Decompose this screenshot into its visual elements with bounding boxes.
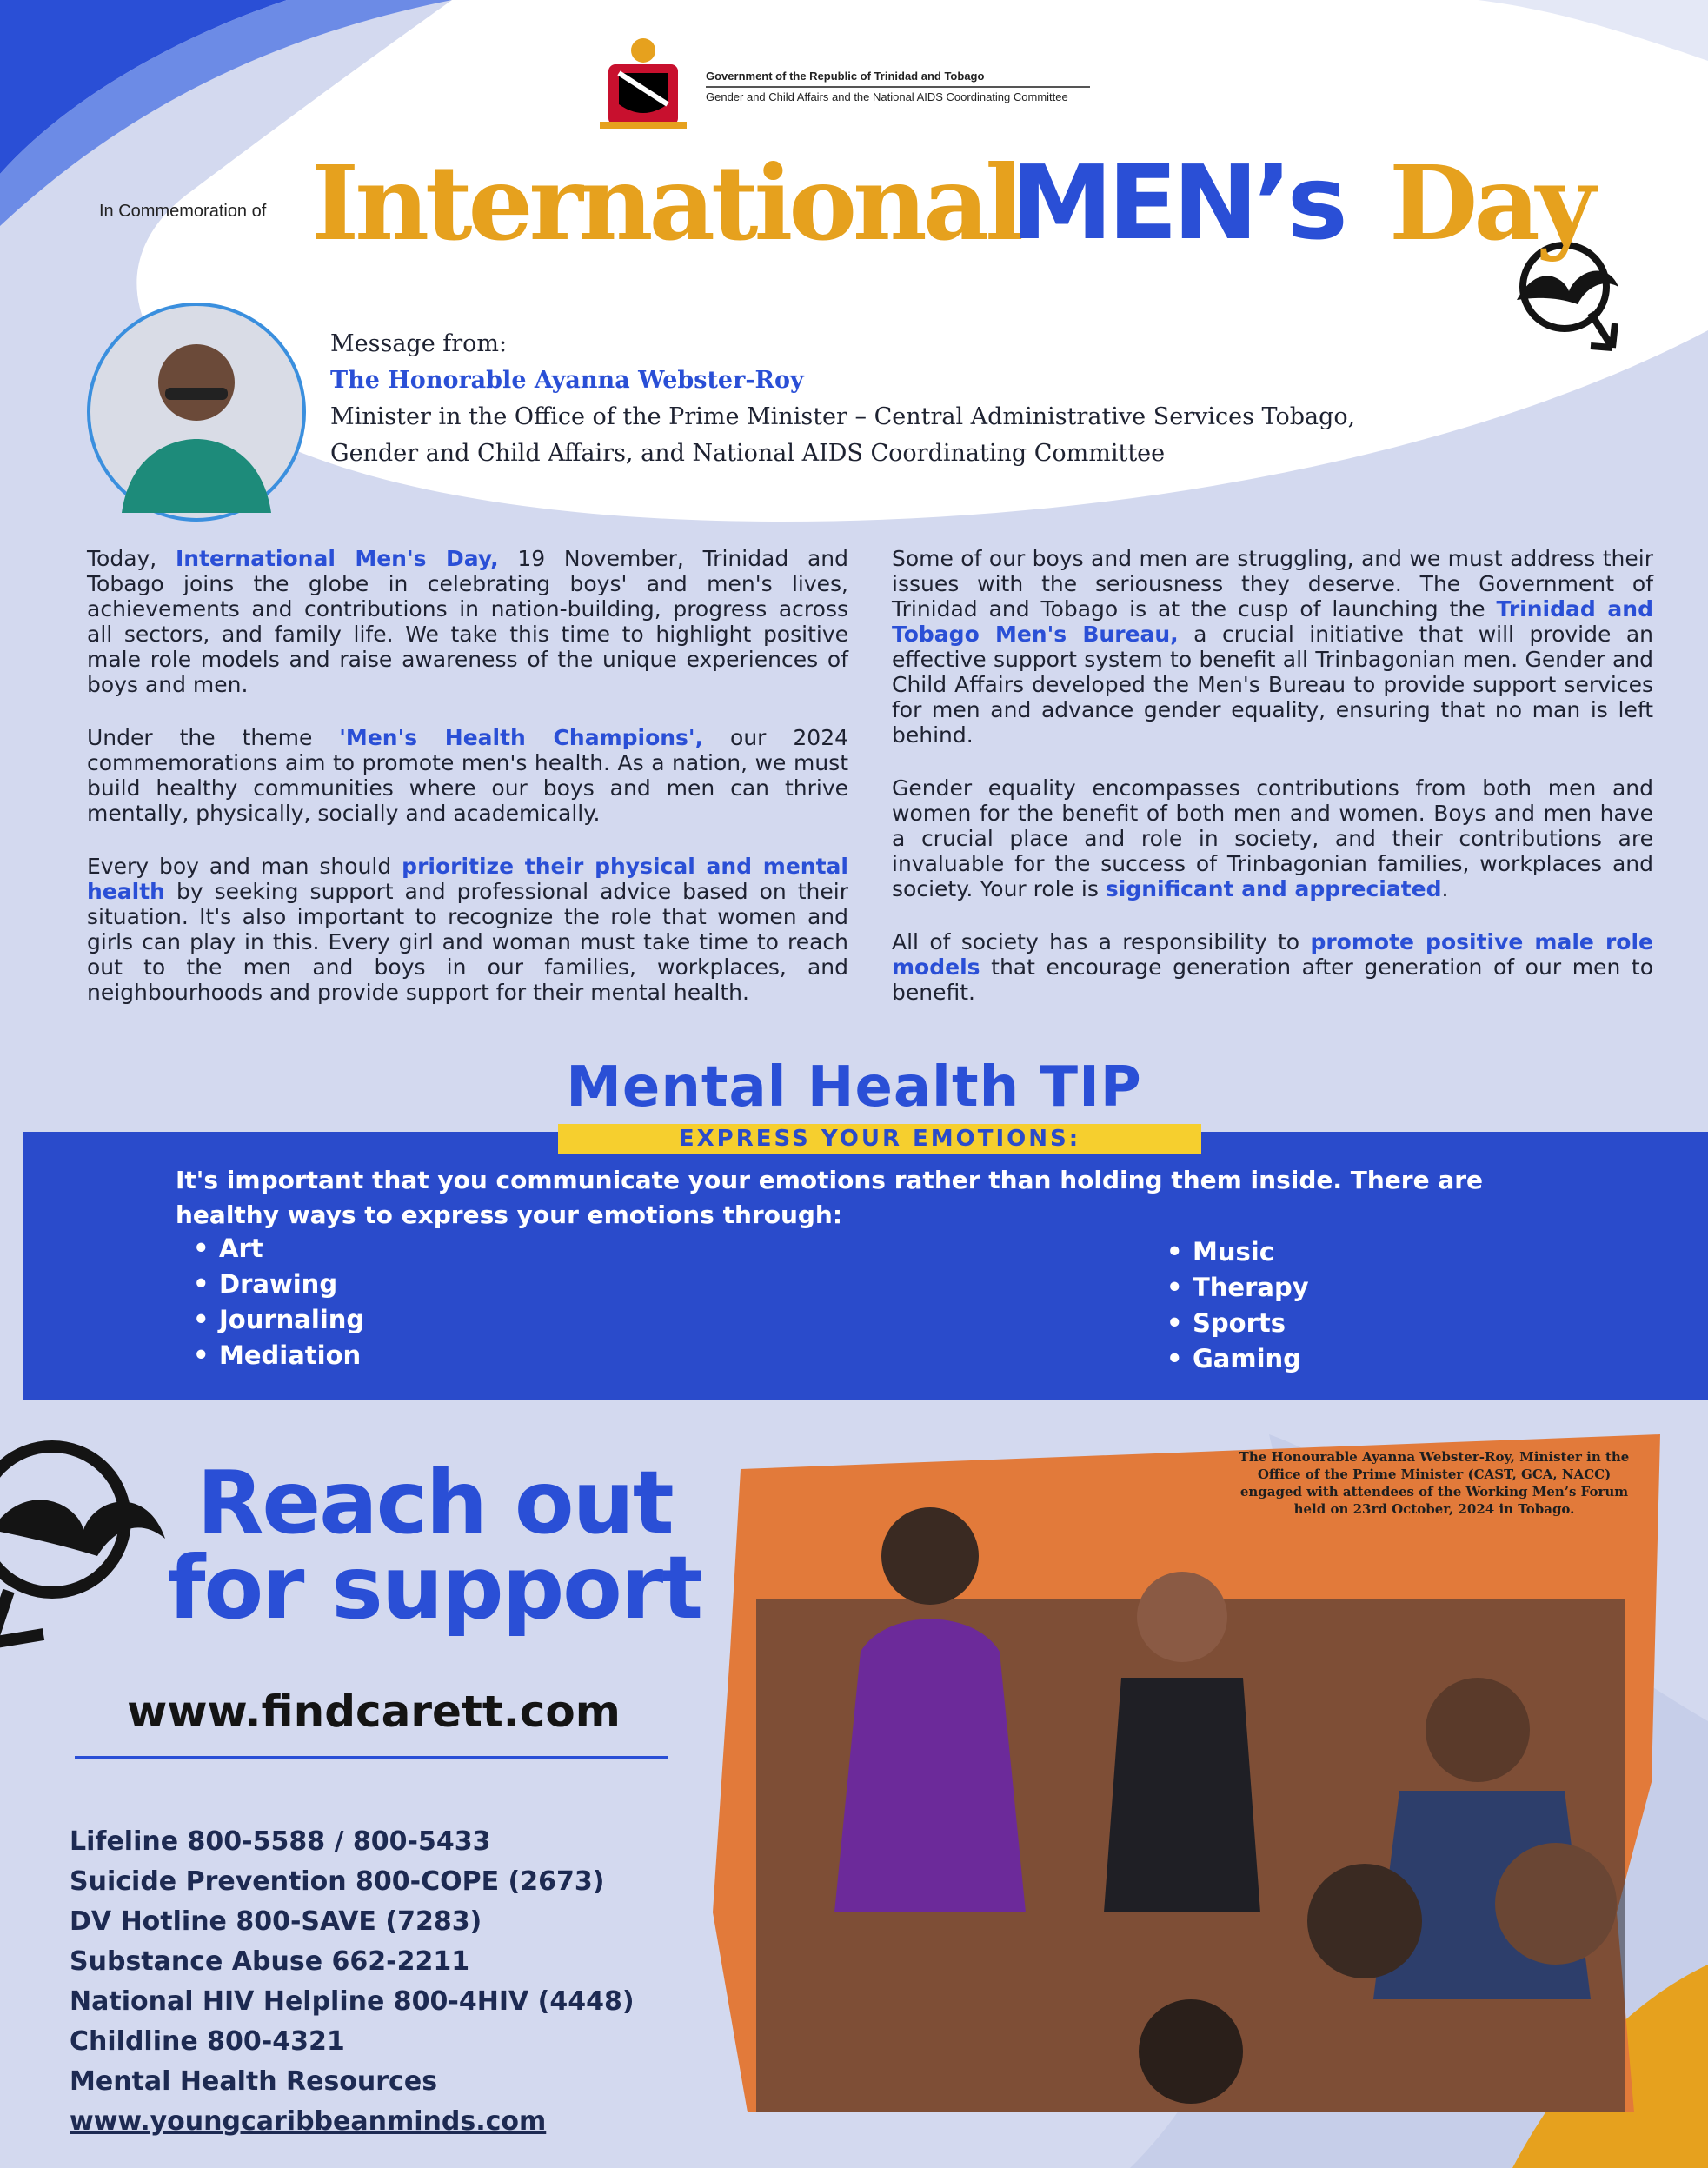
title-international: International: [311, 143, 1020, 263]
right-column: [892, 546, 1653, 1033]
paragraph-gender-equality: Gender equality encompasses contributions from both men and women for the benefit of both men and women. Boys and men have a crucial place and role in society, and their contributions are invaluable for the success of Trinbagonian families, workplaces and society. Your role is significant and appreciated.: [892, 775, 1653, 901]
reach-out-heading: [130, 1452, 739, 1639]
header-divider: [706, 86, 1090, 88]
hotline-lifeline: Lifeline 800-5588 / 800-5433: [70, 1826, 491, 1857]
list-item: • Mediation: [193, 1338, 364, 1373]
photo-caption: The Honourable Ayanna Webster-Roy, Minister in the Office of the Prime Minister (CAST, GCA, NACC) engaged with attendees of the Working Men’s Forum held on 23rd October, 2024 in Tobago.: [1239, 1449, 1630, 1517]
list-item: • Gaming: [1166, 1341, 1309, 1377]
list-item: • Music: [1166, 1234, 1309, 1270]
commemoration-label: In Commemoration of: [99, 202, 267, 221]
list-item: • Therapy: [1166, 1270, 1309, 1306]
title-mens: MEN’s: [1011, 143, 1343, 263]
list-item: • Journaling: [193, 1302, 364, 1338]
minister-role-line2: Gender and Child Affairs, and National AIDS Coordinating Committee: [330, 440, 1166, 467]
title-day: Day: [1389, 143, 1592, 263]
paragraph-prioritize-health: Every boy and man should prioritize their physical and mental health by seeking support and professional advice based on their situation. It's also important to recognize the role that women and girls can play in this. Every girl and woman must take time to reach out to the men and boys in our families, workplaces, and neighbourhoods and provide support for their mental health.: [87, 854, 848, 1005]
paragraph-mens-bureau: Some of our boys and men are struggling, and we must address their issues with the seriousness they deserve. The Government of Trinidad and Tobago is at the cusp of launching the Trinidad and Tobago Men's Bureau, a crucial initiative that will provide an effective support system to benefit all Trinbagonian men. Gender and Child Affairs developed the Men's Bureau to provide support services for men and advance gender equality, ensuring that no man is left behind.: [892, 546, 1653, 748]
minister-portrait: [89, 304, 304, 520]
list-item: • Sports: [1166, 1306, 1309, 1341]
tip-list-left: [193, 1231, 364, 1373]
paragraph-international-mens-day: Today, International Men's Day, 19 November, Trinidad and Tobago joins the globe in celebrating boys' and men's lives, achievements and contributions in nation-building, progress across all sectors, and family life. We take this time to highlight positive male role models and raise awareness of the unique experiences of boys and men.: [87, 546, 848, 697]
list-item: • Art: [193, 1231, 364, 1267]
hotline-list: [70, 1822, 635, 2142]
reach-out-line2: for support: [167, 1537, 702, 1639]
reach-out-line1: Reach out: [196, 1452, 673, 1553]
minister-name: The Honorable Ayanna Webster-Roy: [330, 367, 804, 394]
paragraph-theme: Under the theme 'Men's Health Champions', our 2024 commemorations aim to promote men's health. As a nation, we must build healthy communities where our boys and men can thrive mentally, physically, socially and academically.: [87, 725, 849, 826]
tip-intro-text: It's important that you communicate your emotions rather than holding them inside. There are healthy ways to express your emotions through:: [176, 1166, 1484, 1229]
website-underline: [75, 1756, 668, 1759]
tip-subtitle: EXPRESS YOUR EMOTIONS:: [558, 1124, 1201, 1154]
hotline-substance-abuse: Substance Abuse 662-2211: [70, 1946, 470, 1977]
list-item: • Drawing: [193, 1267, 364, 1302]
government-name: Government of the Republic of Trinidad and Tobago: [706, 70, 985, 83]
findcare-website-link[interactable]: www.findcarett.com: [127, 1686, 621, 1737]
left-column: [87, 546, 848, 1033]
paragraph-role-models: All of society has a responsibility to promote positive male role models that encourage generation after generation of our men to benefit.: [892, 929, 1653, 1005]
mental-health-tip-title: Mental Health TIP: [566, 1055, 1142, 1120]
mental-health-resources-label: Mental Health Resources: [70, 2066, 438, 2097]
hotline-childline: Childline 800-4321: [70, 2026, 345, 2057]
tip-list-right: [1166, 1234, 1309, 1377]
ministry-name: Gender and Child Affairs and the National AIDS Coordinating Committee: [706, 90, 1068, 103]
young-caribbean-minds-link[interactable]: www.youngcaribbeanminds.com: [70, 2106, 547, 2137]
hotline-dv: DV Hotline 800-SAVE (7283): [70, 1906, 482, 1937]
hotline-suicide-prevention: Suicide Prevention 800-COPE (2673): [70, 1866, 605, 1897]
forum-photo: [713, 1434, 1660, 2112]
minister-role-line1: Minister in the Office of the Prime Minister – Central Administrative Services Tobago,: [330, 403, 1356, 430]
message-from-label: Message from:: [330, 330, 508, 357]
hotline-hiv: National HIV Helpline 800-4HIV (4448): [70, 1986, 635, 2017]
